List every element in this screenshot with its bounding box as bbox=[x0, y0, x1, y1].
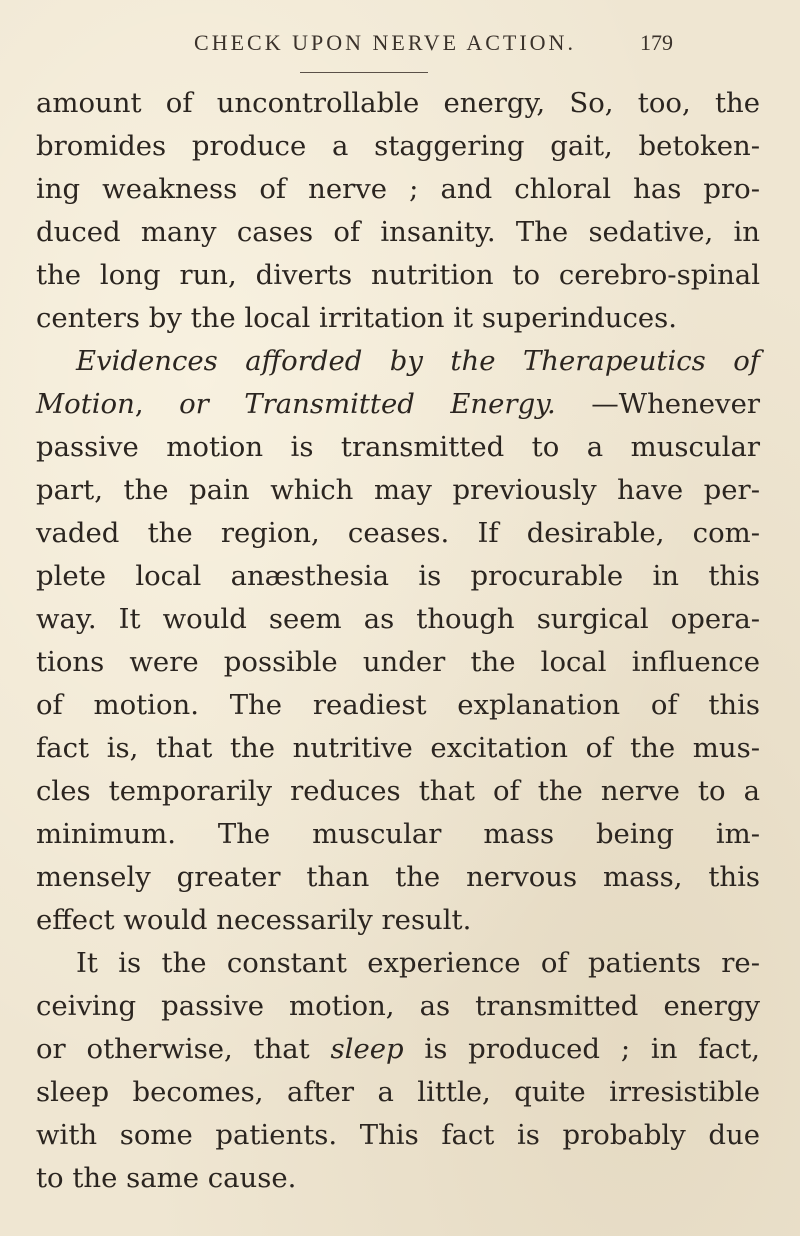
text-line: plete local anæsthesia is procurable in this bbox=[36, 560, 760, 592]
text-line: cles temporarily reduces that of the nerve to a bbox=[36, 775, 760, 807]
text-line: with some patients. This fact is probably due bbox=[36, 1119, 760, 1151]
header-rule bbox=[300, 72, 428, 73]
heading-motion: Motion bbox=[36, 388, 135, 420]
heading-space bbox=[209, 388, 245, 420]
running-title: CHECK UPON NERVE ACTION. bbox=[194, 30, 576, 55]
text-line: sleep becomes, after a little, quite irresistible bbox=[36, 1076, 760, 1108]
text-line: the long run, diverts nutrition to cerebro-spinal bbox=[36, 259, 760, 291]
text-line: effect would necessarily result. bbox=[36, 904, 472, 936]
text-line: vaded the region, ceases. If desirable, com- bbox=[36, 517, 760, 549]
text-line: to the same cause. bbox=[36, 1162, 297, 1194]
text-after-sleep: is produced ; in fact, bbox=[403, 1033, 760, 1065]
heading-whenever: —Whenever bbox=[555, 388, 760, 420]
heading-transmitted-energy: Transmitted Energy. bbox=[244, 388, 556, 420]
heading-comma: , bbox=[134, 388, 180, 420]
text-line: amount of uncontrollable energy, So, too, the bbox=[36, 87, 760, 119]
text-line: part, the pain which may previously have per- bbox=[36, 474, 760, 506]
text-line: ing weakness of nerve ; and chloral has pro- bbox=[36, 173, 760, 205]
text-before-sleep: or otherwise, that bbox=[36, 1033, 331, 1065]
text-line: tions were possible under the local influence bbox=[36, 646, 760, 678]
text-line: of motion. The readiest explanation of this bbox=[36, 689, 760, 721]
text-line: minimum. The muscular mass being im- bbox=[36, 818, 760, 850]
text-line: duced many cases of insanity. The sedative, in bbox=[36, 216, 760, 248]
section-heading-line bbox=[36, 383, 760, 426]
text-line: bromides produce a staggering gait, betoken- bbox=[36, 130, 760, 162]
text-line: It is the constant experience of patients re- bbox=[76, 947, 760, 979]
text-line: fact is, that the nutritive excitation of the mus- bbox=[36, 732, 760, 764]
body-text bbox=[36, 82, 760, 1200]
text-line: ceiving passive motion, as transmitted energy bbox=[36, 990, 760, 1022]
text-line bbox=[36, 1028, 760, 1071]
page-number: 179 bbox=[640, 30, 673, 55]
text-line: passive motion is transmitted to a muscular bbox=[36, 431, 760, 463]
heading-or: or bbox=[179, 388, 209, 420]
emphasis-sleep: sleep bbox=[330, 1033, 404, 1065]
text-line: centers by the local irritation it superinduces. bbox=[36, 302, 678, 334]
section-heading-line: Evidences afforded by the Therapeutics of bbox=[76, 345, 760, 377]
text-line: mensely greater than the nervous mass, this bbox=[36, 861, 760, 893]
text-line: way. It would seem as though surgical opera- bbox=[36, 603, 760, 635]
